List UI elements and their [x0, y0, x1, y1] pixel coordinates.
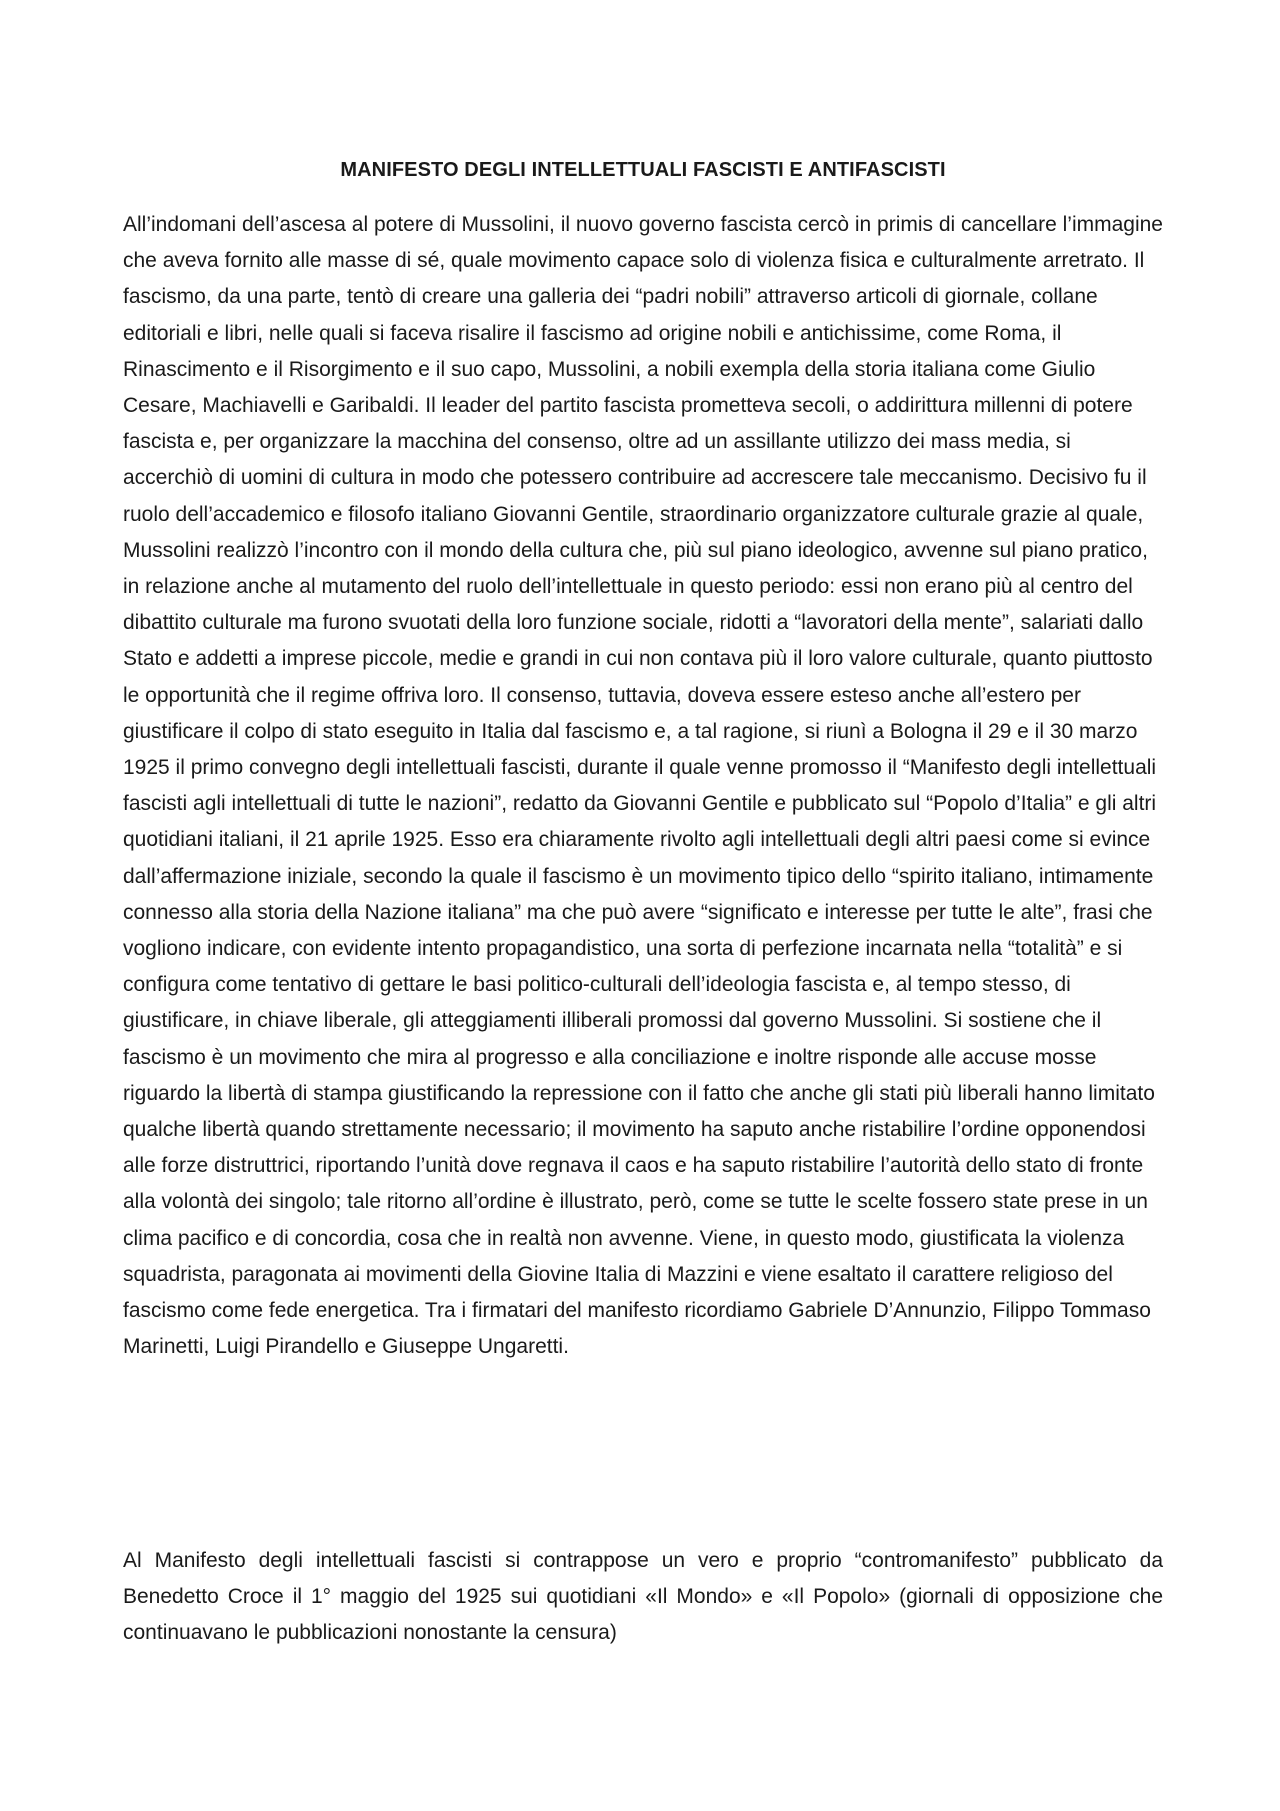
document-title: MANIFESTO DEGLI INTELLETTUALI FASCISTI E ANTIFASCISTI [340, 159, 946, 181]
body-paragraph: All’indomani dell’ascesa al potere di Mussolini, il nuovo governo fascista cercò in primis di cancellare l’immagine che aveva fornito alle masse di sé, quale movimento capace solo di violenza fisica e culturalmente arretrato. Il fascismo, da una parte, tentò di creare una galleria dei “padri nobili” attraverso articoli di giornale, collane editoriali e libri, nelle quali si faceva risalire il fascismo ad origine nobili e antichissime, come Roma, il Rinascimento e il Risorgimento e il suo capo, Mussolini, a nobili exempla della storia italiana come Giulio Cesare, Machiavelli e Garibaldi. Il leader del partito fascista prometteva secoli, o addirittura millenni di potere fascista e, per organizzare la macchina del consenso, oltre ad un assillante utilizzo dei mass media, si accerchiò di uomini di cultura in modo che potessero contribuire ad accrescere tale meccanismo. Decisivo fu il ruolo dell’accademico e filosofo italiano Giovanni Gentile, straordinario organizzatore culturale grazie al quale, Mussolini realizzò l’incontro con il mondo della cultura che, più sul piano ideologico, avvenne sul piano pratico, in relazione anche al mutamento del ruolo dell’intellettuale in questo periodo: essi non erano più al centro del dibattito culturale ma furono svuotati della loro funzione sociale, ridotti a “lavoratori della mente”, salariati dallo Stato e addetti a imprese piccole, medie e grandi in cui non contava più il loro valore culturale, quanto piuttosto le opportunità che il regime offriva loro. Il consenso, tuttavia, doveva essere esteso anche all’estero per giustificare il colpo di stato eseguito in Italia dal fascismo e, a tal ragione, si riunì a Bologna il 29 e il 30 marzo 1925 il primo convegno degli intellettuali fascisti, durante il quale venne promosso il “Manifesto degli intellettuali fascisti agli intellettuali di tutte le nazioni”, redatto da Giovanni Gentile e pubblicato sul “Popolo d’Italia” e gli altri quotidiani italiani, il 21 aprile 1925. Esso era chiaramente rivolto agli intellettuali degli altri paesi come si evince dall’affermazione iniziale, secondo la quale il fascismo è un movimento tipico dello “spirito italiano, intimamente connesso alla storia della Nazione italiana” ma che può avere “significato e interesse per tutte le alte”, frasi che vogliono indicare, con evidente intento propagandistico, una sorta di perfezione incarnata nella “totalità” e si configura come tentativo di gettare le basi politico-culturali dell’ideologia fascista e, al tempo stesso, di giustificare, in chiave liberale, gli atteggiamenti illiberali promossi dal governo Mussolini. Si sostiene che il fascismo è un movimento che mira al progresso e alla conciliazione e inoltre risponde alle accuse mosse riguardo la libertà di stampa giustificando la repressione con il fatto che anche gli stati più liberali hanno limitato qualche libertà quando strettamente necessario; il movimento ha saputo anche ristabilire l’ordine opponendosi alle forze distruttrici, riportando l’unità dove regnava il caos e ha saputo ristabilire l’autorità dello stato di fronte alla volontà dei singolo; tale ritorno all’ordine è illustrato, però, come se tutte le scelte fossero state prese in un clima pacifico e di concordia, cosa che in realtà non avvenne. Viene, in questo modo, giustificata la violenza squadrista, paragonata ai movimenti della Giovine Italia di Mazzini e viene esaltato il carattere religioso del fascismo come fede energetica. Tra i firmatari del manifesto ricordiamo Gabriele D’Annunzio, Filippo Tommaso Marinetti, Luigi Pirandello e Giuseppe Ungaretti. [123, 213, 1163, 1359]
body-paragraph: Al Manifesto degli intellettuali fascisti si contrappose un vero e proprio “contromanifesto” pubblicato da Benedetto Croce il 1° maggio del 1925 sui quotidiani «Il Mondo» e «Il Popolo» (giornali di opposizione che continuavano le pubblicazioni nonostante la censura) [123, 1549, 1163, 1645]
